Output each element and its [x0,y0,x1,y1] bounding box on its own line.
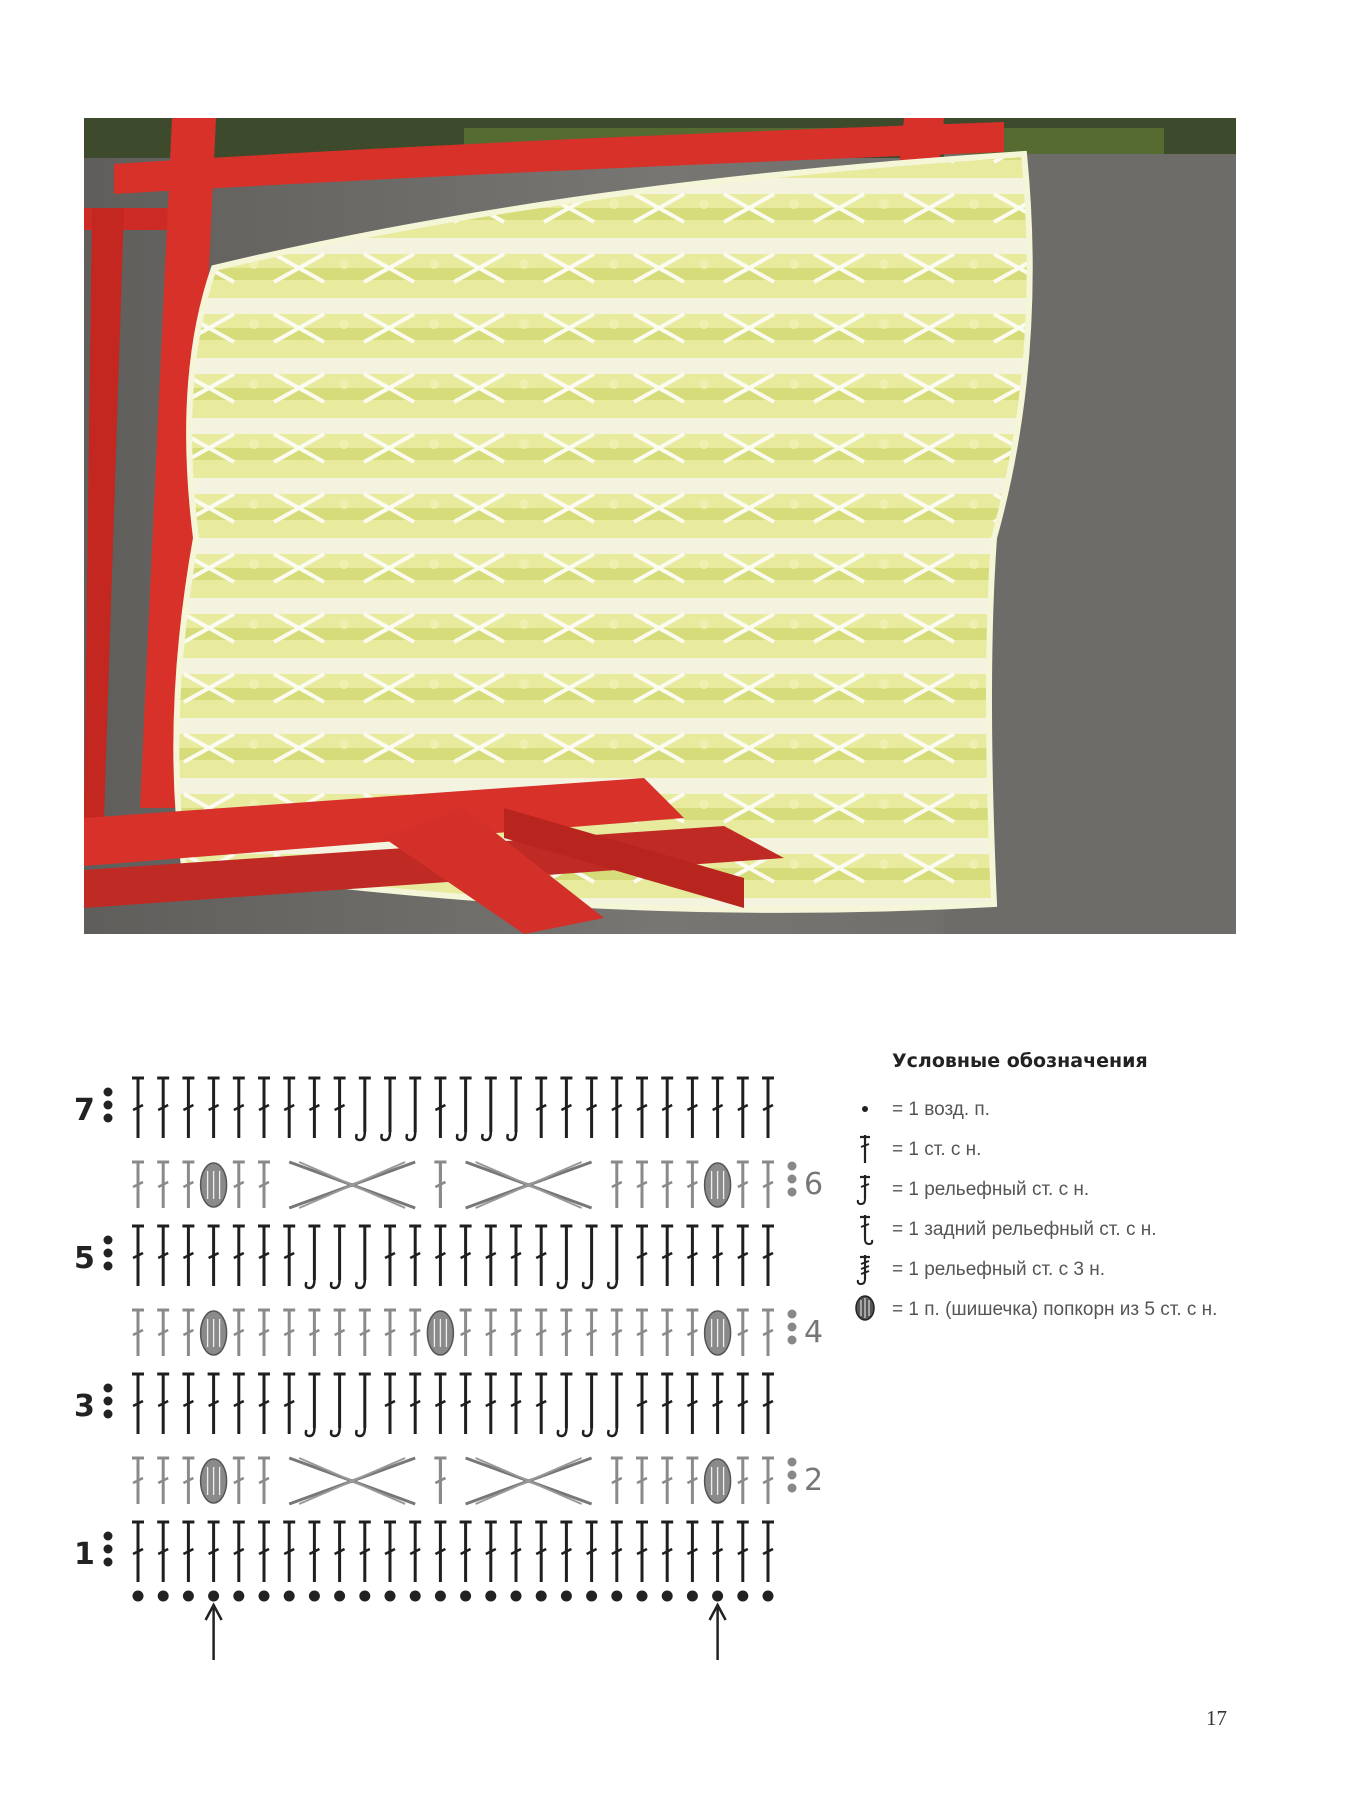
dark-post-0-11-hook [407,1132,416,1140]
legend [850,1050,1290,1362]
dark-post-2-9-hook [356,1428,365,1436]
turn-chain-light-1-2 [788,1336,797,1345]
foundation-chain-21 [662,1591,673,1602]
turn-chain-1-2 [104,1262,113,1271]
foundation-chain-1 [158,1591,169,1602]
dark-post-2-17-hook [558,1428,567,1436]
dark-post-2-8-hook [331,1428,340,1436]
foundation-chain-16 [536,1591,547,1602]
legend-item-triple-post [850,1252,1290,1292]
foundation-chain-22 [687,1591,698,1602]
foundation-chain-23 [712,1591,723,1602]
double-crochet-icon [850,1132,880,1166]
foundation-chain-9 [359,1591,370,1602]
turn-chain-light-2-1 [788,1471,797,1480]
foundation-chain-3 [208,1591,219,1602]
legend-text-chain: = 1 возд. п. [892,1099,990,1120]
legend-text-double-crochet: = 1 ст. с н. [892,1139,982,1160]
turn-chain-2-2 [104,1410,113,1419]
turn-chain-3-0 [104,1532,113,1541]
turn-chain-2-0 [104,1384,113,1393]
dark-post-1-19-hook [608,1280,617,1288]
row-label-2: 2 [804,1463,824,1498]
turn-chain-light-0-2 [788,1188,797,1197]
foundation-chain-8 [334,1591,345,1602]
foundation-chain-7 [309,1591,320,1602]
back-post-icon [850,1212,880,1246]
row-label-5: 5 [74,1241,95,1276]
turn-chain-light-2-0 [788,1458,797,1467]
legend-title: Условные обозначения [892,1050,1148,1072]
foundation-chain-2 [183,1591,194,1602]
popcorn-icon [850,1292,880,1326]
dark-post-2-19-hook [608,1428,617,1436]
foundation-chain-14 [485,1591,496,1602]
legend-item-double-crochet [850,1132,1290,1172]
turn-chain-light-0-1 [788,1175,797,1184]
turn-chain-3-2 [104,1558,113,1567]
row-label-1: 1 [74,1537,95,1572]
legend-text-front-post: = 1 рельефный ст. с н. [892,1179,1090,1200]
turn-chain-3-1 [104,1545,113,1554]
legend-item-chain [850,1092,1290,1132]
front-post-icon [850,1172,880,1206]
foundation-chain-15 [511,1591,522,1602]
legend-item-back-post [850,1212,1290,1252]
foundation-chain-13 [460,1591,471,1602]
chain-dot-icon [850,1092,880,1126]
turn-chain-0-1 [104,1101,113,1110]
legend-item-front-post [850,1172,1290,1212]
dark-post-0-10-hook [381,1132,390,1140]
turn-chain-0-0 [104,1088,113,1097]
foundation-chain-12 [435,1591,446,1602]
dark-post-1-18-hook [583,1280,592,1288]
dark-post-1-9-hook [356,1280,365,1288]
foundation-chain-0 [133,1591,144,1602]
dark-post-2-18-hook [583,1428,592,1436]
row-label-3: 3 [74,1389,95,1424]
dark-post-0-9-hook [356,1132,365,1140]
legend-text-back-post: = 1 задний рельефный ст. с н. [892,1219,1157,1240]
dark-post-1-17-hook [558,1280,567,1288]
legend-text-popcorn: = 1 п. (шишечка) попкорн из 5 ст. с н. [892,1299,1218,1320]
turn-chain-light-1-0 [788,1310,797,1319]
turn-chain-light-1-1 [788,1323,797,1332]
dark-post-0-13-hook [457,1132,466,1140]
foundation-chain-24 [737,1591,748,1602]
dark-post-0-14-hook [482,1132,491,1140]
legend-item-popcorn [850,1292,1290,1362]
foundation-chain-17 [561,1591,572,1602]
turn-chain-1-1 [104,1249,113,1258]
pillow-photo [84,118,1236,934]
foundation-chain-11 [410,1591,421,1602]
foundation-chain-19 [611,1591,622,1602]
foundation-chain-5 [259,1591,270,1602]
foundation-chain-6 [284,1591,295,1602]
row-label-4: 4 [804,1315,824,1350]
crochet-chart [70,1060,830,1680]
foundation-chain-20 [637,1591,648,1602]
dark-post-1-7-hook [306,1280,315,1288]
row-label-6: 6 [804,1167,824,1202]
legend-text-triple-post: = 1 рельефный ст. с 3 н. [892,1259,1105,1280]
foundation-chain-4 [233,1591,244,1602]
triple-post-icon [850,1252,880,1286]
page-number: 17 [1206,1706,1227,1730]
row-label-7: 7 [74,1093,95,1128]
dark-post-2-7-hook [306,1428,315,1436]
turn-chain-light-2-2 [788,1484,797,1493]
dark-post-1-8-hook [331,1280,340,1288]
foundation-chain-10 [385,1591,396,1602]
foundation-chain-25 [763,1591,774,1602]
turn-chain-0-2 [104,1114,113,1123]
dark-post-0-15-hook [507,1132,516,1140]
turn-chain-1-0 [104,1236,113,1245]
turn-chain-light-0-0 [788,1162,797,1171]
turn-chain-2-1 [104,1397,113,1406]
foundation-chain-18 [586,1591,597,1602]
